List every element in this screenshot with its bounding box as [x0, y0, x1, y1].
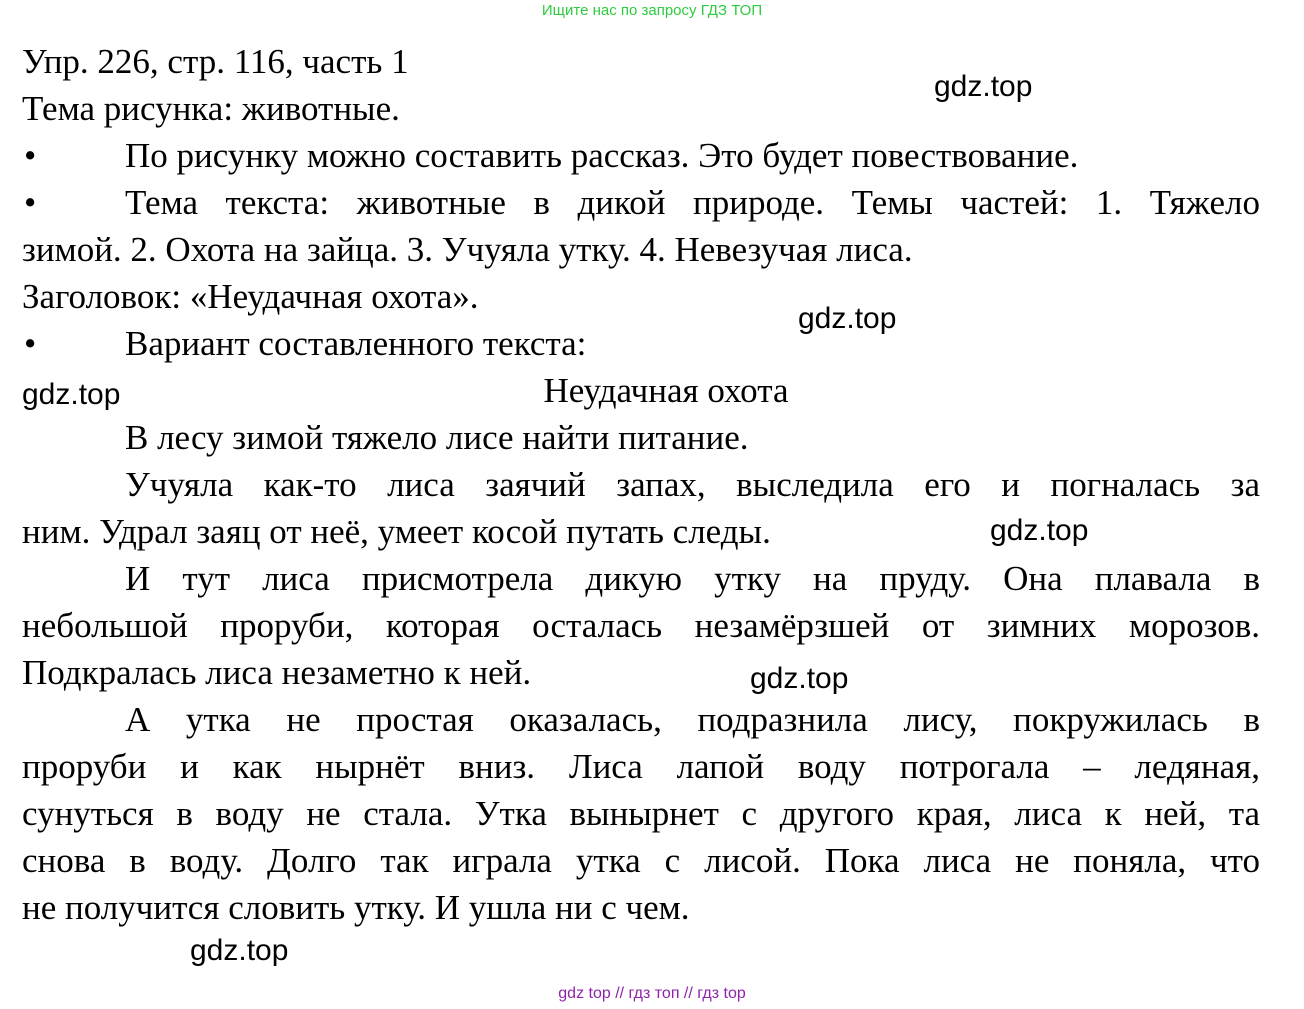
paragraph-1: В лесу зимой тяжело лисе найти питание.	[125, 418, 749, 457]
bullet-text: Вариант составленного текста:	[125, 324, 587, 363]
paragraph-3-line-3: Подкралась лиса незаметно к ней.	[22, 653, 532, 692]
footer-banner: gdz top // гдз топ // гдз top	[558, 985, 746, 1002]
theme-continuation: зимой. 2. Охота на зайца. 3. Учуяла утку. 4. Невезучая лиса.	[22, 230, 913, 269]
paragraph-4-line-1: А утка не простая оказалась, подразнила лису, покружилась в	[125, 700, 1260, 739]
bullet-item-narration	[22, 132, 1260, 179]
paragraph-2-line-2: ним. Удрал заяц от неё, умеет косой путать следы.	[22, 512, 771, 551]
exercise-reference: Упр. 226, стр. 116, часть 1	[22, 42, 409, 81]
heading-line: Заголовок: «Неудачная охота».	[22, 277, 479, 316]
exercise-text	[22, 38, 1260, 931]
paragraph-4-line-5: не получится словить утку. И ушла ни с чем.	[22, 888, 690, 927]
paragraph-4-line-3: сунуться в воду не стала. Утка вынырнет с другого края, лиса к ней, та	[22, 794, 1260, 833]
paragraph-3-line-1: И тут лиса присмотрела дикую утку на пруду. Она плавала в	[125, 559, 1260, 598]
picture-theme: Тема рисунка: животные.	[22, 89, 400, 128]
bullet-item-variant	[22, 320, 1260, 367]
paragraph-3-line-2: небольшой проруби, которая осталась незамёрзшей от зимних морозов.	[22, 606, 1260, 645]
bullet-icon: •	[24, 183, 37, 222]
paragraph-4-line-4: снова в воду. Долго так играла утка с лисой. Пока лиса не поняла, что	[22, 841, 1260, 880]
top-banner: Ищите нас по запросу ГДЗ ТОП	[541, 2, 763, 19]
watermark: gdz.top	[990, 514, 1089, 547]
bullet-text: По рисунку можно составить рассказ. Это будет повествование.	[125, 136, 1079, 175]
watermark: gdz.top	[190, 934, 289, 967]
story-title: Неудачная охота	[543, 371, 789, 410]
watermark: gdz.top	[22, 378, 121, 411]
bullet-icon: •	[24, 136, 37, 175]
watermark: gdz.top	[934, 70, 1033, 103]
bullet-item-theme	[22, 179, 1260, 226]
watermark: gdz.top	[750, 662, 849, 695]
paragraph-4-line-2: проруби и как нырнёт вниз. Лиса лапой воду потрогала – ледяная,	[22, 747, 1260, 786]
paragraph-2-line-1: Учуяла как-то лиса заячий запах, выследила его и погналась за	[125, 465, 1260, 504]
watermark: gdz.top	[798, 302, 897, 335]
bullet-icon: •	[24, 324, 37, 363]
bullet-text: Тема текста: животные в дикой природе. Темы частей: 1. Тяжело	[125, 183, 1260, 222]
